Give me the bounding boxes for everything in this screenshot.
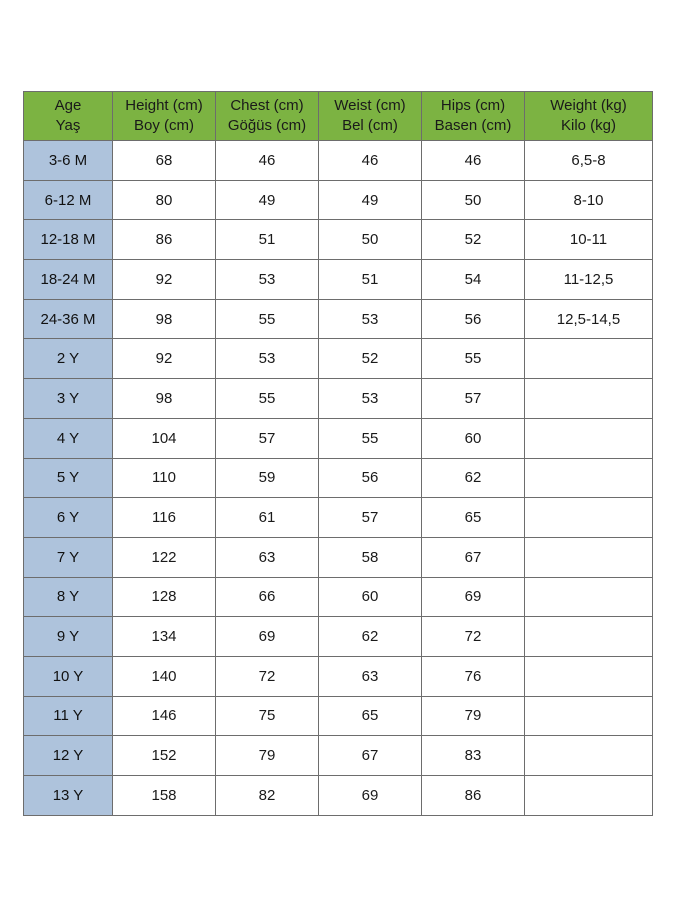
cell-height: 92 xyxy=(113,339,216,379)
cell-height: 110 xyxy=(113,458,216,498)
table-row xyxy=(24,776,653,816)
table-row xyxy=(24,656,653,696)
cell-waist: 49 xyxy=(319,180,422,220)
cell-weight: 12,5-14,5 xyxy=(525,299,653,339)
table-row xyxy=(24,498,653,538)
table-row xyxy=(24,458,653,498)
header-waist-en: Weist (cm) xyxy=(334,96,406,114)
cell-chest: 57 xyxy=(216,418,319,458)
cell-hips: 57 xyxy=(422,379,525,419)
cell-height: 98 xyxy=(113,299,216,339)
cell-weight xyxy=(525,458,653,498)
cell-waist: 56 xyxy=(319,458,422,498)
cell-age: 7 Y xyxy=(24,537,113,577)
cell-height: 92 xyxy=(113,260,216,300)
cell-chest: 55 xyxy=(216,299,319,339)
cell-waist: 63 xyxy=(319,656,422,696)
cell-height: 146 xyxy=(113,696,216,736)
header-height-en: Height (cm) xyxy=(125,96,203,114)
cell-height: 116 xyxy=(113,498,216,538)
cell-waist: 52 xyxy=(319,339,422,379)
cell-chest: 61 xyxy=(216,498,319,538)
cell-waist: 50 xyxy=(319,220,422,260)
cell-hips: 55 xyxy=(422,339,525,379)
cell-hips: 52 xyxy=(422,220,525,260)
cell-weight xyxy=(525,736,653,776)
cell-age: 12-18 M xyxy=(24,220,113,260)
cell-waist: 57 xyxy=(319,498,422,538)
header-cell-waist xyxy=(319,92,422,141)
header-row xyxy=(24,92,653,141)
header-chest-en: Chest (cm) xyxy=(230,96,304,114)
cell-chest: 66 xyxy=(216,577,319,617)
cell-hips: 60 xyxy=(422,418,525,458)
cell-waist: 53 xyxy=(319,299,422,339)
header-weight-tr: Kilo (kg) xyxy=(560,117,616,134)
cell-waist: 65 xyxy=(319,696,422,736)
header-age-en: Age xyxy=(54,96,82,114)
cell-hips: 83 xyxy=(422,736,525,776)
cell-age: 6 Y xyxy=(24,498,113,538)
cell-weight xyxy=(525,498,653,538)
cell-chest: 59 xyxy=(216,458,319,498)
table-row xyxy=(24,736,653,776)
cell-weight xyxy=(525,418,653,458)
cell-hips: 67 xyxy=(422,537,525,577)
cell-waist: 60 xyxy=(319,577,422,617)
cell-height: 104 xyxy=(113,418,216,458)
table-row xyxy=(24,418,653,458)
cell-weight xyxy=(525,577,653,617)
cell-chest: 51 xyxy=(216,220,319,260)
header-height-tr: Boy (cm) xyxy=(134,117,194,134)
cell-height: 98 xyxy=(113,379,216,419)
header-cell-hips xyxy=(422,92,525,141)
cell-age: 12 Y xyxy=(24,736,113,776)
cell-height: 152 xyxy=(113,736,216,776)
cell-waist: 53 xyxy=(319,379,422,419)
cell-weight: 11-12,5 xyxy=(525,260,653,300)
cell-age: 3-6 M xyxy=(24,141,113,181)
cell-weight: 8-10 xyxy=(525,180,653,220)
cell-height: 122 xyxy=(113,537,216,577)
cell-height: 86 xyxy=(113,220,216,260)
cell-weight xyxy=(525,379,653,419)
cell-hips: 69 xyxy=(422,577,525,617)
cell-hips: 50 xyxy=(422,180,525,220)
header-cell-age xyxy=(24,92,113,141)
cell-waist: 55 xyxy=(319,418,422,458)
header-chest-tr: Göğüs (cm) xyxy=(227,117,307,134)
cell-chest: 79 xyxy=(216,736,319,776)
cell-waist: 46 xyxy=(319,141,422,181)
cell-height: 134 xyxy=(113,617,216,657)
cell-chest: 53 xyxy=(216,339,319,379)
cell-chest: 63 xyxy=(216,537,319,577)
table-row xyxy=(24,339,653,379)
cell-hips: 86 xyxy=(422,776,525,816)
header-cell-weight xyxy=(525,92,653,141)
table-row xyxy=(24,577,653,617)
cell-height: 128 xyxy=(113,577,216,617)
cell-chest: 46 xyxy=(216,141,319,181)
cell-age: 11 Y xyxy=(24,696,113,736)
cell-weight xyxy=(525,656,653,696)
cell-hips: 62 xyxy=(422,458,525,498)
cell-hips: 76 xyxy=(422,656,525,696)
table-row xyxy=(24,260,653,300)
cell-weight: 6,5-8 xyxy=(525,141,653,181)
cell-height: 140 xyxy=(113,656,216,696)
size-chart-table-container xyxy=(23,91,652,816)
cell-chest: 75 xyxy=(216,696,319,736)
header-waist-tr: Bel (cm) xyxy=(342,117,398,134)
cell-hips: 79 xyxy=(422,696,525,736)
cell-age: 13 Y xyxy=(24,776,113,816)
header-hips-en: Hips (cm) xyxy=(440,96,506,114)
cell-age: 5 Y xyxy=(24,458,113,498)
table-header xyxy=(24,92,653,141)
cell-age: 10 Y xyxy=(24,656,113,696)
table-row xyxy=(24,299,653,339)
cell-hips: 54 xyxy=(422,260,525,300)
cell-waist: 62 xyxy=(319,617,422,657)
cell-hips: 65 xyxy=(422,498,525,538)
cell-chest: 55 xyxy=(216,379,319,419)
header-weight-en: Weight (kg) xyxy=(550,96,627,114)
cell-weight xyxy=(525,617,653,657)
header-hips-tr: Basen (cm) xyxy=(434,117,512,134)
table-row xyxy=(24,180,653,220)
cell-age: 2 Y xyxy=(24,339,113,379)
size-chart-table xyxy=(23,91,653,816)
cell-age: 4 Y xyxy=(24,418,113,458)
table-body xyxy=(24,141,653,816)
cell-age: 6-12 M xyxy=(24,180,113,220)
cell-height: 80 xyxy=(113,180,216,220)
cell-chest: 82 xyxy=(216,776,319,816)
cell-weight xyxy=(525,696,653,736)
cell-age: 18-24 M xyxy=(24,260,113,300)
cell-weight xyxy=(525,339,653,379)
cell-weight: 10-11 xyxy=(525,220,653,260)
cell-height: 68 xyxy=(113,141,216,181)
header-cell-chest xyxy=(216,92,319,141)
table-row xyxy=(24,537,653,577)
cell-chest: 53 xyxy=(216,260,319,300)
table-row xyxy=(24,696,653,736)
cell-age: 24-36 M xyxy=(24,299,113,339)
header-cell-height xyxy=(113,92,216,141)
table-row xyxy=(24,379,653,419)
cell-hips: 56 xyxy=(422,299,525,339)
table-row xyxy=(24,141,653,181)
cell-hips: 46 xyxy=(422,141,525,181)
cell-waist: 51 xyxy=(319,260,422,300)
cell-hips: 72 xyxy=(422,617,525,657)
header-age-tr: Yaş xyxy=(55,117,81,134)
cell-chest: 49 xyxy=(216,180,319,220)
cell-age: 9 Y xyxy=(24,617,113,657)
cell-waist: 67 xyxy=(319,736,422,776)
cell-weight xyxy=(525,537,653,577)
table-row xyxy=(24,617,653,657)
cell-height: 158 xyxy=(113,776,216,816)
cell-age: 8 Y xyxy=(24,577,113,617)
cell-waist: 58 xyxy=(319,537,422,577)
cell-chest: 72 xyxy=(216,656,319,696)
cell-weight xyxy=(525,776,653,816)
cell-age: 3 Y xyxy=(24,379,113,419)
cell-chest: 69 xyxy=(216,617,319,657)
cell-waist: 69 xyxy=(319,776,422,816)
table-row xyxy=(24,220,653,260)
